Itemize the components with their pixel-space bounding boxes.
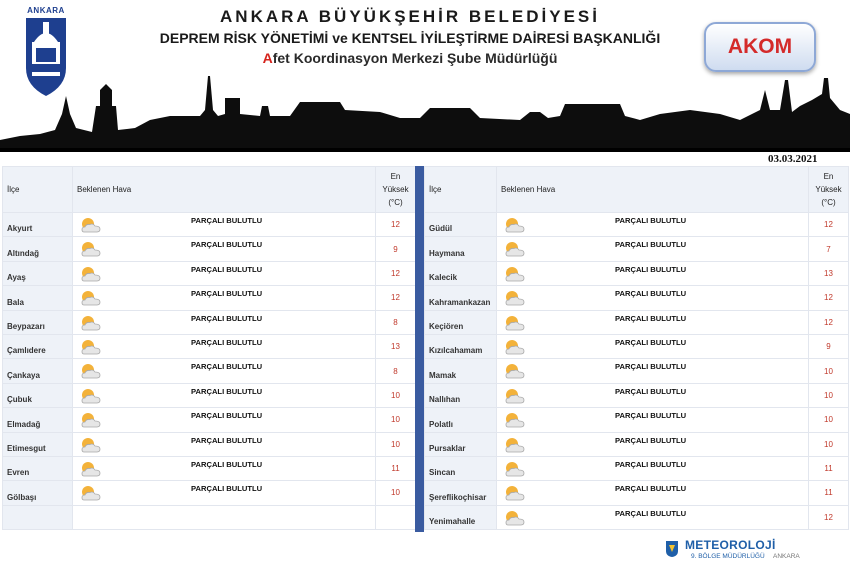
weather-cell: [73, 310, 376, 334]
akom-logo: AKOM: [704, 22, 816, 72]
weather-description: PARÇALI BULUTLU: [615, 484, 687, 494]
empty-cell: [376, 505, 416, 529]
weather-description: PARÇALI BULUTLU: [615, 435, 687, 445]
partly-cloudy-icon: [503, 484, 527, 502]
district-name: Mamak: [425, 359, 497, 383]
table-row: [3, 261, 416, 285]
weather-cell: [497, 261, 809, 285]
meteoroloji-unit: 9. BÖLGE MÜDÜRLÜĞÜ: [691, 553, 765, 560]
district-name: Nallıhan: [425, 383, 497, 407]
max-temperature: 12: [376, 213, 416, 237]
weather-cell: [497, 505, 809, 529]
max-temperature: 12: [376, 286, 416, 310]
title-department: DEPREM RİSK YÖNETİMİ ve KENTSEL İYİLEŞTİRME DAİRESİ BAŞKANLIĞI: [159, 30, 661, 46]
partly-cloudy-icon: [79, 240, 103, 258]
weather-description: PARÇALI BULUTLU: [191, 435, 263, 445]
temp-header-line2: Yüksek: [382, 185, 409, 194]
max-temperature: 11: [809, 456, 849, 480]
temp-header-line1: En: [390, 172, 401, 181]
table-row: [3, 213, 416, 237]
table-row: [425, 286, 849, 310]
max-temperature: 13: [809, 261, 849, 285]
table-row: [425, 505, 849, 529]
weather-cell: [497, 310, 809, 334]
city-skyline: [0, 70, 850, 152]
partly-cloudy-icon: [503, 240, 527, 258]
table-row: [3, 456, 416, 480]
table-row: [425, 334, 849, 358]
partly-cloudy-icon: [79, 289, 103, 307]
max-temperature: 10: [809, 359, 849, 383]
district-name: Kızılcahamam: [425, 334, 497, 358]
table-header-row: [3, 167, 416, 213]
table-row: [3, 237, 416, 261]
max-temperature: 10: [376, 481, 416, 505]
max-temperature: 9: [809, 334, 849, 358]
table-row: [425, 213, 849, 237]
district-name: Çubuk: [3, 383, 73, 407]
partly-cloudy-icon: [503, 362, 527, 380]
weather-cell: [73, 359, 376, 383]
temp-header: [376, 167, 416, 213]
table-row: [3, 334, 416, 358]
district-name: Çankaya: [3, 359, 73, 383]
weather-cell: [497, 359, 809, 383]
partly-cloudy-icon: [79, 314, 103, 332]
table-divider: [415, 166, 424, 532]
max-temperature: 10: [376, 408, 416, 432]
partly-cloudy-icon: [503, 289, 527, 307]
temp-header-line3: (°C): [821, 198, 836, 207]
partly-cloudy-icon: [503, 411, 527, 429]
district-name: Güdül: [425, 213, 497, 237]
district-name: Polatlı: [425, 408, 497, 432]
district-name: Yenimahalle: [425, 505, 497, 529]
partly-cloudy-icon: [503, 265, 527, 283]
weather-cell: [73, 383, 376, 407]
table-row: [3, 286, 416, 310]
district-name: Haymana: [425, 237, 497, 261]
weather-cell: [497, 432, 809, 456]
max-temperature: 12: [809, 310, 849, 334]
district-name: Etimesgut: [3, 432, 73, 456]
weather-cell: [497, 334, 809, 358]
partly-cloudy-icon: [79, 265, 103, 283]
weather-description: PARÇALI BULUTLU: [615, 216, 687, 225]
max-temperature: 11: [376, 456, 416, 480]
weather-cell: [497, 456, 809, 480]
header-titles: [130, 6, 690, 68]
max-temperature: 12: [809, 213, 849, 237]
partly-cloudy-icon: [79, 460, 103, 478]
table-row: [3, 408, 416, 432]
table-row: [425, 383, 849, 407]
district-name: Gölbaşı: [3, 481, 73, 505]
weather-cell: [497, 383, 809, 407]
title-branch: [130, 48, 690, 68]
district-name: Sincan: [425, 456, 497, 480]
forecast-table-left: [2, 166, 416, 530]
max-temperature: 9: [376, 237, 416, 261]
district-name: Kalecik: [425, 261, 497, 285]
weather-header: Beklenen Hava: [73, 167, 376, 213]
weather-cell: [73, 408, 376, 432]
weather-cell: [73, 286, 376, 310]
meteoroloji-badge-icon: [665, 540, 679, 558]
weather-cell: [497, 408, 809, 432]
partly-cloudy-icon: [503, 387, 527, 405]
max-temperature: 12: [376, 261, 416, 285]
partly-cloudy-icon: [503, 436, 527, 454]
district-header: İlçe: [3, 167, 73, 213]
weather-header: Beklenen Hava: [497, 167, 809, 213]
district-name: Ayaş: [3, 261, 73, 285]
meteoroloji-city: ANKARA: [773, 553, 800, 560]
weather-description: PARÇALI BULUTLU: [615, 508, 687, 518]
weather-cell: [73, 432, 376, 456]
weather-cell: [497, 237, 809, 261]
district-name: Şereflikoçhisar: [425, 481, 497, 505]
max-temperature: 11: [809, 481, 849, 505]
table-header-row: [425, 167, 849, 213]
max-temperature: 7: [809, 237, 849, 261]
weather-description: PARÇALI BULUTLU: [615, 362, 687, 372]
partly-cloudy-icon: [79, 216, 103, 234]
district-name: Keçiören: [425, 310, 497, 334]
title-municipality: ANKARA BÜYÜKŞEHİR BELEDİYESİ: [220, 7, 600, 26]
table-row: [425, 359, 849, 383]
partly-cloudy-icon: [79, 484, 103, 502]
max-temperature: 10: [809, 432, 849, 456]
table-row: [425, 481, 849, 505]
weather-description: PARÇALI BULUTLU: [191, 386, 263, 396]
district-name: Evren: [3, 456, 73, 480]
table-row: [3, 359, 416, 383]
district-name: Altındağ: [3, 237, 73, 261]
partly-cloudy-icon: [503, 216, 527, 234]
district-name: Kahramankazan: [425, 286, 497, 310]
weather-description: PARÇALI BULUTLU: [191, 264, 263, 274]
empty-cell: [3, 505, 73, 529]
weather-cell: [73, 261, 376, 285]
partly-cloudy-icon: [503, 460, 527, 478]
max-temperature: 8: [376, 310, 416, 334]
meteoroloji-logo: [665, 537, 815, 567]
weather-description: PARÇALI BULUTLU: [191, 362, 263, 372]
max-temperature: 10: [376, 383, 416, 407]
partly-cloudy-icon: [79, 387, 103, 405]
weather-description: PARÇALI BULUTLU: [191, 240, 263, 250]
logo-text: ANKARA: [27, 6, 65, 15]
max-temperature: 8: [376, 359, 416, 383]
forecast-table-right: [424, 166, 849, 530]
table-row: [425, 432, 849, 456]
weather-description: PARÇALI BULUTLU: [615, 386, 687, 396]
weather-cell: [73, 334, 376, 358]
partly-cloudy-icon: [79, 338, 103, 356]
weather-cell: [497, 213, 809, 237]
page-header: [0, 0, 850, 152]
district-name: Elmadağ: [3, 408, 73, 432]
table-row: [425, 456, 849, 480]
table-row: [425, 237, 849, 261]
district-name: Beypazarı: [3, 310, 73, 334]
weather-description: PARÇALI BULUTLU: [615, 411, 687, 421]
weather-description: PARÇALI BULUTLU: [191, 411, 263, 421]
table-row: [425, 261, 849, 285]
district-header: İlçe: [425, 167, 497, 213]
empty-cell: [73, 505, 376, 529]
title-branch-rest: fet Koordinasyon Merkezi Şube Müdürlüğü: [272, 50, 558, 66]
meteoroloji-name: METEOROLOJİ: [685, 538, 776, 552]
weather-cell: [73, 213, 376, 237]
table-row: [425, 310, 849, 334]
max-temperature: 10: [809, 383, 849, 407]
temp-header: [809, 167, 849, 213]
weather-description: PARÇALI BULUTLU: [615, 459, 687, 469]
weather-description: PARÇALI BULUTLU: [191, 484, 263, 494]
temp-header-line3: (°C): [388, 198, 403, 207]
weather-description: PARÇALI BULUTLU: [191, 337, 263, 347]
table-row: [3, 310, 416, 334]
weather-description: PARÇALI BULUTLU: [191, 313, 263, 323]
table-row: [3, 481, 416, 505]
table-row: [3, 432, 416, 456]
partly-cloudy-icon: [503, 314, 527, 332]
partly-cloudy-icon: [79, 411, 103, 429]
max-temperature: 12: [809, 505, 849, 529]
weather-description: PARÇALI BULUTLU: [191, 289, 263, 299]
weather-description: PARÇALI BULUTLU: [615, 313, 687, 323]
district-name: Akyurt: [3, 213, 73, 237]
district-name: Çamlıdere: [3, 334, 73, 358]
max-temperature: 12: [809, 286, 849, 310]
weather-description: PARÇALI BULUTLU: [615, 337, 687, 347]
max-temperature: 10: [376, 432, 416, 456]
weather-description: PARÇALI BULUTLU: [615, 264, 687, 274]
weather-cell: [73, 456, 376, 480]
max-temperature: 13: [376, 334, 416, 358]
empty-row: [3, 505, 416, 529]
partly-cloudy-icon: [503, 509, 527, 527]
weather-cell: [73, 481, 376, 505]
district-name: Pursaklar: [425, 432, 497, 456]
weather-cell: [497, 481, 809, 505]
table-row: [3, 383, 416, 407]
report-date: 03.03.2021: [768, 153, 818, 165]
weather-description: PARÇALI BULUTLU: [191, 459, 263, 469]
partly-cloudy-icon: [79, 436, 103, 454]
temp-header-line2: Yüksek: [815, 185, 842, 194]
partly-cloudy-icon: [79, 362, 103, 380]
weather-description: PARÇALI BULUTLU: [191, 216, 263, 225]
title-branch-initial: A: [262, 50, 273, 66]
table-row: [425, 408, 849, 432]
district-name: Bala: [3, 286, 73, 310]
weather-description: PARÇALI BULUTLU: [615, 240, 687, 250]
max-temperature: 10: [809, 408, 849, 432]
weather-description: PARÇALI BULUTLU: [615, 289, 687, 299]
weather-cell: [497, 286, 809, 310]
weather-cell: [73, 237, 376, 261]
partly-cloudy-icon: [503, 338, 527, 356]
temp-header-line1: En: [823, 172, 834, 181]
